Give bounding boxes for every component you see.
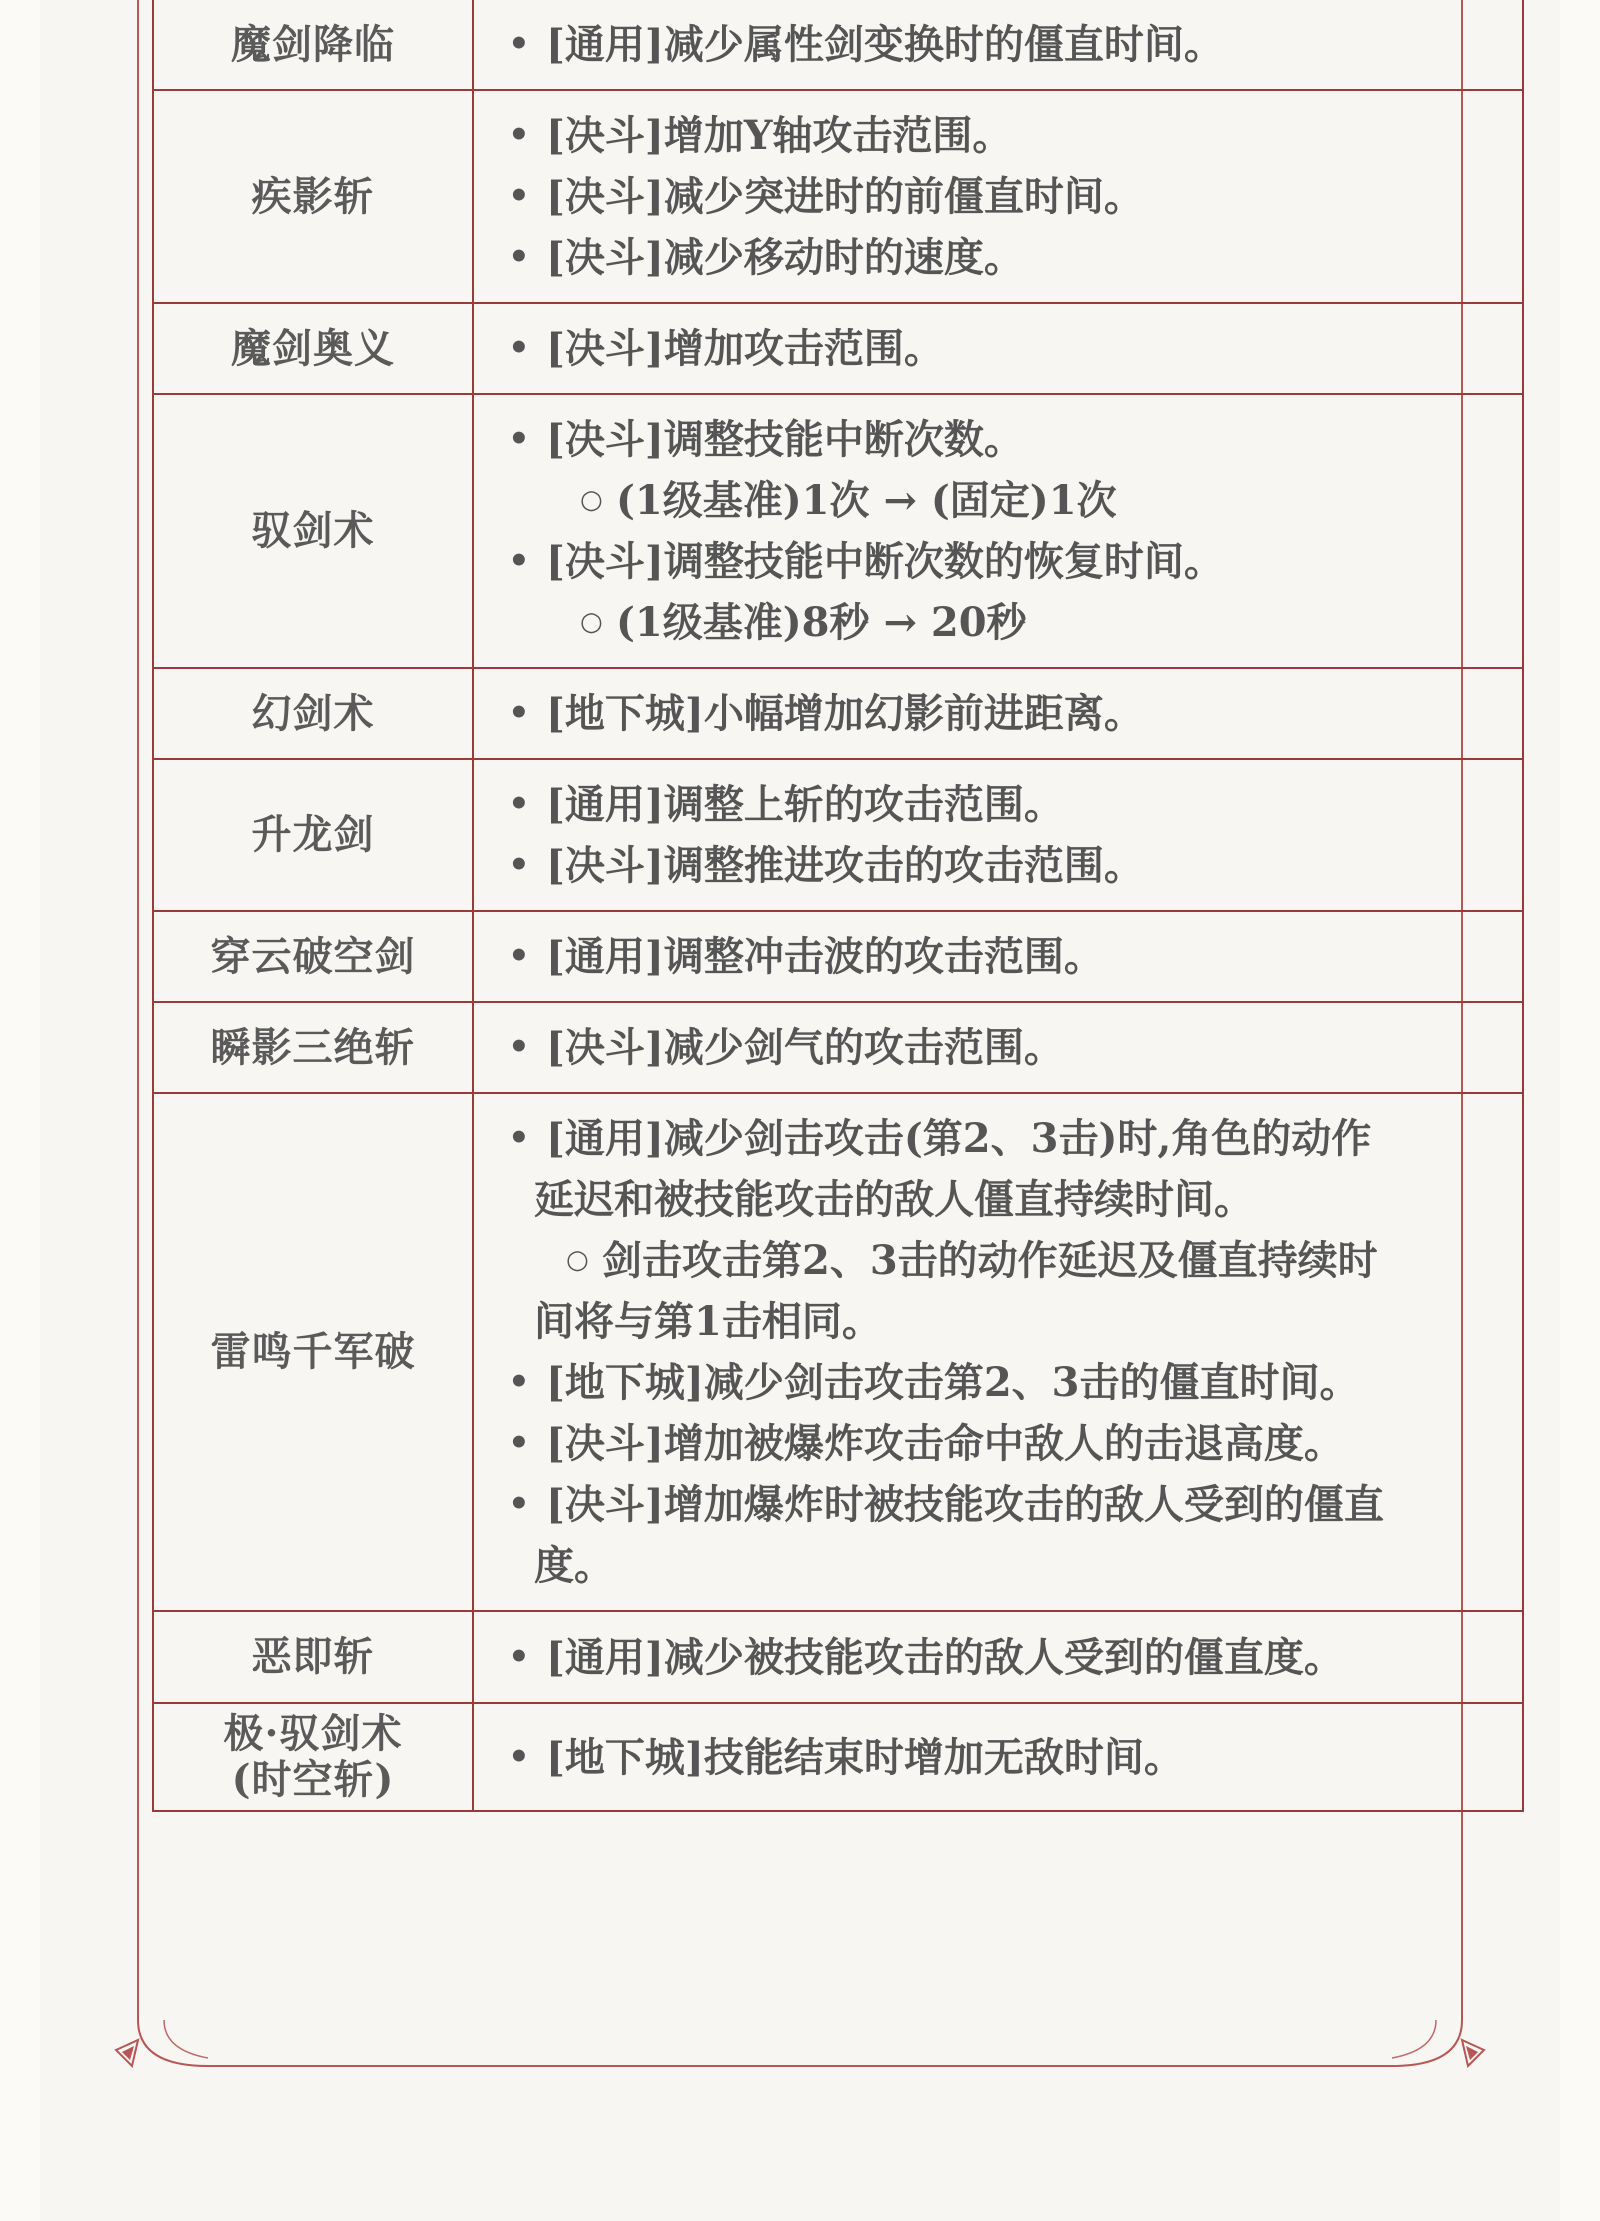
change-list <box>508 683 1502 744</box>
skill-name-cell <box>153 668 473 759</box>
table-row <box>153 0 1523 90</box>
skill-name-cell <box>153 90 473 303</box>
change-item: • [决斗]调整技能中断次数的恢复时间。 <box>508 531 1502 592</box>
sub-change-item: ○ (1级基准)8秒 → 20秒 <box>508 592 1502 653</box>
change-item: • [决斗]减少剑气的攻击范围。 <box>508 1017 1502 1078</box>
skill-name: 驭剑术 <box>251 507 375 554</box>
skill-name-cell <box>153 759 473 911</box>
change-item: • [通用]减少属性剑变换时的僵直时间。 <box>508 14 1502 75</box>
page-background <box>40 0 1560 2221</box>
change-item: • [决斗]增加Y轴攻击范围。 <box>508 105 1502 166</box>
change-notes-cell <box>473 911 1523 1002</box>
sub-change-item: ○ (1级基准)1次 → (固定)1次 <box>508 470 1502 531</box>
change-list <box>508 1108 1502 1596</box>
sub-change-item: ○ 剑击攻击第2、3击的动作延迟及僵直持续时 <box>508 1230 1502 1291</box>
change-list <box>508 105 1502 288</box>
change-list <box>508 1727 1502 1788</box>
skill-name: 升龙剑 <box>251 811 375 858</box>
skill-name-cell <box>153 303 473 394</box>
table-row <box>153 394 1523 668</box>
change-notes-cell <box>473 303 1523 394</box>
change-list <box>508 774 1502 896</box>
table-row <box>153 303 1523 394</box>
change-item: • [地下城]技能结束时增加无敌时间。 <box>508 1727 1502 1788</box>
skill-name-cell <box>153 1703 473 1811</box>
change-item: 度。 <box>534 1542 614 1589</box>
skill-name: 雷鸣千军破 <box>210 1328 416 1375</box>
change-notes-cell <box>473 1002 1523 1093</box>
table-row <box>153 1002 1523 1093</box>
change-item: • [地下城]减少剑击攻击第2、3击的僵直时间。 <box>508 1352 1502 1413</box>
change-item: • [决斗]调整技能中断次数。 <box>508 409 1502 470</box>
skill-name-cell <box>153 1093 473 1611</box>
skill-name-cell <box>153 0 473 90</box>
change-list <box>508 14 1502 75</box>
change-item: • [通用]调整冲击波的攻击范围。 <box>508 926 1502 987</box>
change-item: • [地下城]小幅增加幻影前进距离。 <box>508 683 1502 744</box>
change-notes-cell <box>473 1611 1523 1703</box>
change-list <box>508 318 1502 379</box>
change-item: • [通用]调整上斩的攻击范围。 <box>508 774 1502 835</box>
change-notes-cell <box>473 668 1523 759</box>
change-notes-cell <box>473 1093 1523 1611</box>
table-row <box>153 668 1523 759</box>
skill-name-cell <box>153 1611 473 1703</box>
change-notes-cell <box>473 0 1523 90</box>
skill-name-cell <box>153 911 473 1002</box>
table-row <box>153 911 1523 1002</box>
skill-name-cell <box>153 394 473 668</box>
change-notes-cell <box>473 394 1523 668</box>
change-item: 间将与第1击相同。 <box>534 1298 882 1345</box>
change-item: • [决斗]调整推进攻击的攻击范围。 <box>508 835 1502 896</box>
skill-name: 极·驭剑术 <box>223 1710 403 1757</box>
change-item: • [通用]减少被技能攻击的敌人受到的僵直度。 <box>508 1627 1502 1688</box>
skill-name: 瞬影三绝斩 <box>210 1023 416 1071</box>
change-item: • [决斗]减少移动时的速度。 <box>508 227 1502 288</box>
skill-name-cell <box>153 1002 473 1093</box>
skill-name: 幻剑术 <box>251 689 375 737</box>
change-item: 延迟和被技能攻击的敌人僵直持续时间。 <box>534 1176 1254 1223</box>
table-row <box>153 759 1523 911</box>
change-list <box>508 1017 1502 1078</box>
skill-name: 魔剑降临 <box>231 20 395 68</box>
change-item: • [决斗]减少突进时的前僵直时间。 <box>508 166 1502 227</box>
change-item: • [决斗]增加攻击范围。 <box>508 318 1502 379</box>
decorative-frame <box>108 0 1492 2070</box>
table-row <box>153 1703 1523 1811</box>
change-item: • [决斗]增加爆炸时被技能攻击的敌人受到的僵直 <box>508 1474 1502 1535</box>
change-notes-cell <box>473 759 1523 911</box>
change-item: • [决斗]增加被爆炸攻击命中敌人的击退高度。 <box>508 1413 1502 1474</box>
skill-change-table <box>152 0 1524 1812</box>
change-list <box>508 1627 1502 1688</box>
skill-name: 恶即斩 <box>251 1633 375 1680</box>
skill-name: (时空斩) <box>231 1756 395 1803</box>
change-item: • [通用]减少剑击攻击(第2、3击)时,角色的动作 <box>508 1108 1502 1169</box>
table-row <box>153 90 1523 303</box>
change-list <box>508 926 1502 987</box>
table-row <box>153 1093 1523 1611</box>
skill-name: 疾影斩 <box>251 172 375 220</box>
change-notes-cell <box>473 1703 1523 1811</box>
change-list <box>508 409 1502 653</box>
table-row <box>153 1611 1523 1703</box>
skill-name: 魔剑奥义 <box>231 324 395 372</box>
skill-name: 穿云破空剑 <box>210 932 416 980</box>
change-notes-cell <box>473 90 1523 303</box>
